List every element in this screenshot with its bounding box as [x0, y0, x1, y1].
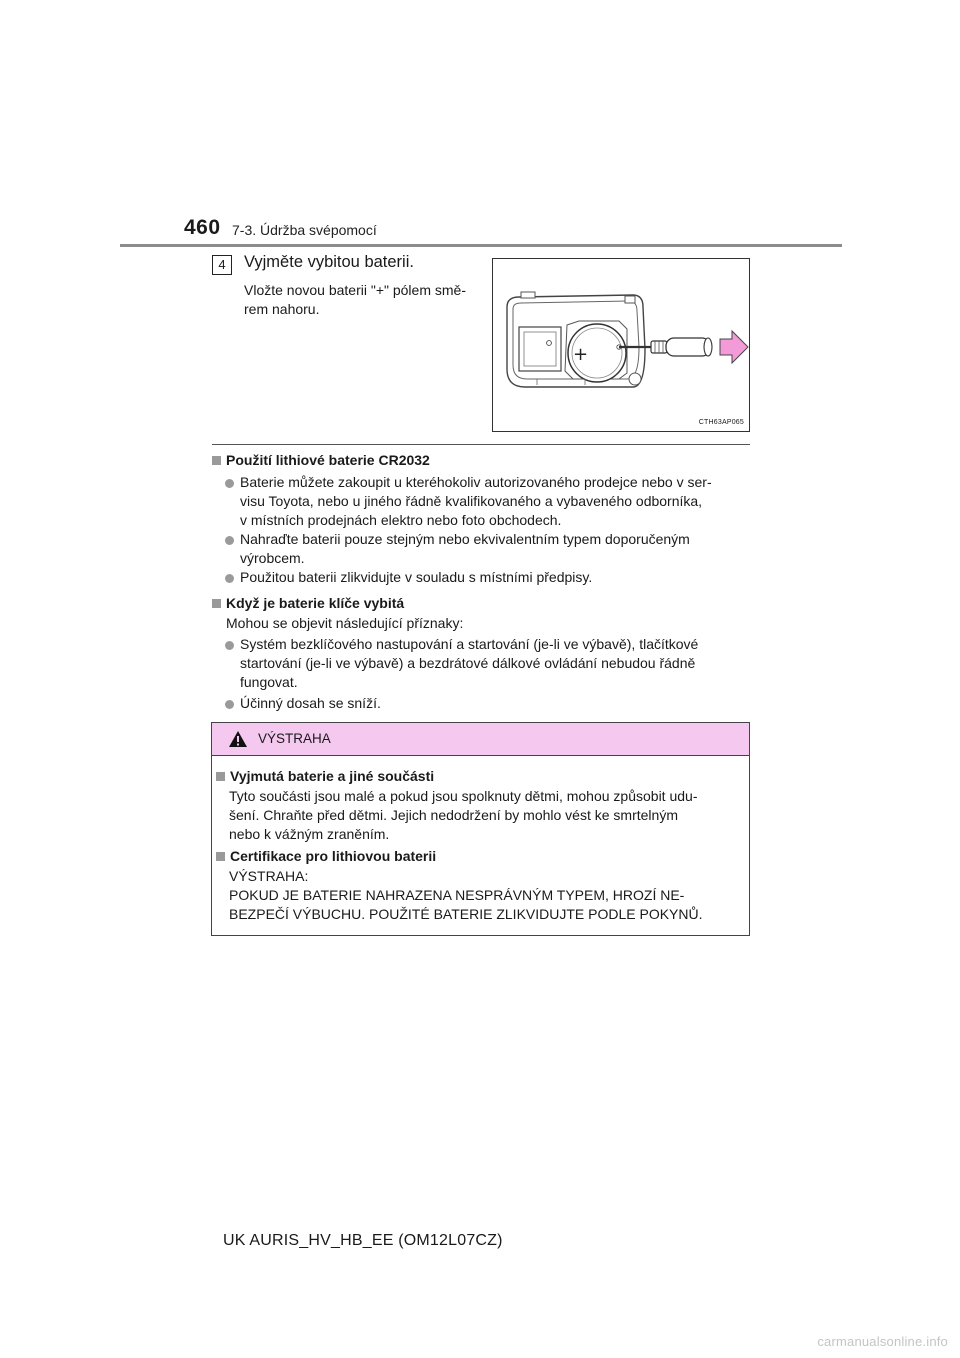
section-heading-text: Když je baterie klíče vybitá [226, 595, 405, 611]
watermark: carmanualsonline.info [817, 1334, 948, 1349]
step-number-badge: 4 [212, 255, 232, 275]
bullet-text [240, 635, 750, 692]
key-battery-figure [492, 258, 750, 432]
page-number: 460 [184, 216, 221, 239]
section-heading [212, 451, 430, 470]
round-bullet-icon [225, 574, 234, 583]
round-bullet-icon [225, 479, 234, 488]
warning-item-heading-text: Certifikace pro lithiovou baterii [230, 848, 437, 864]
text-line: Systém bezklíčového nastupování a startování (je-li ve výbavě), tlačítkové [240, 636, 699, 652]
section-heading-text: Použití lithiové baterie CR2032 [226, 452, 430, 468]
warning-item-heading-text: Vyjmutá baterie a jiné součásti [230, 768, 435, 784]
warning-title: VÝSTRAHA [258, 731, 331, 746]
round-bullet-icon [225, 536, 234, 545]
text-line: Baterie můžete zakoupit u kteréhokoliv autorizovaného prodejce nebo v ser- [240, 474, 712, 490]
warning-item-heading [216, 847, 436, 866]
header-divider [120, 244, 842, 247]
square-bullet-icon [212, 599, 221, 608]
square-bullet-icon [216, 852, 225, 861]
section-intro: Mohou se objevit následující příznaky: [226, 615, 464, 631]
square-bullet-icon [216, 772, 225, 781]
warning-box [211, 722, 750, 936]
round-bullet-icon [225, 641, 234, 650]
warning-item-heading [216, 767, 434, 786]
step-note-line: Vložte novou baterii "+" pólem smě- [244, 282, 466, 298]
text-line: Nahraďte baterii pouze stejným nebo ekvivalentním typem doporučeným [240, 531, 690, 547]
text-line: nebo k vážným zraněním. [229, 826, 390, 842]
bullet-text [240, 530, 750, 568]
round-bullet-icon [225, 700, 234, 709]
text-line: Použitou baterii zlikvidujte v souladu s místními předpisy. [240, 569, 593, 585]
section-divider [212, 444, 750, 445]
section-title: 7-3. Údržba svépomocí [232, 222, 377, 238]
text-line: visu Toyota, nebo u jiného řádně kvalifikovaného a vybaveného odborníka, [240, 493, 703, 509]
text-line: v místních prodejnách elektro nebo foto obchodech. [240, 512, 562, 528]
figure-code: CTH63AP065 [698, 419, 744, 426]
warning-header [212, 723, 749, 756]
warning-item-text [229, 787, 739, 844]
key-battery-removal-illustration [493, 259, 751, 433]
bullet-text [240, 694, 750, 713]
step-note-line: rem nahoru. [244, 301, 320, 317]
text-line: šení. Chraňte před dětmi. Jejich nedodržení by mohlo vést ke smrtelným [229, 807, 678, 823]
text-line: fungovat. [240, 674, 298, 690]
footer-model-code: UK AURIS_HV_HB_EE (OM12L07CZ) [223, 1232, 503, 1249]
section-heading [212, 594, 404, 613]
bullet-text [240, 473, 750, 530]
text-line: startování (je-li ve výbavě) a bezdrátové dálkové ovládání nebudou řádně [240, 655, 696, 671]
text-line: BEZPEČÍ VÝBUCHU. POUŽITÉ BATERIE ZLIKVIDUJTE PODLE POKYNŮ. [229, 906, 703, 922]
bullet-text [240, 568, 750, 587]
warning-triangle-icon [228, 730, 248, 748]
text-line: POKUD JE BATERIE NAHRAZENA NESPRÁVNÝM TYPEM, HROZÍ NE- [229, 887, 685, 903]
text-line: Tyto součásti jsou malé a pokud jsou spolknuty dětmi, mohou způsobit udu- [229, 788, 698, 804]
text-line: Účinný dosah se sníží. [240, 695, 381, 711]
battery-plus-sign: + [573, 344, 589, 365]
text-line: VÝSTRAHA: [229, 868, 309, 884]
step-title: Vyjměte vybitou baterii. [244, 253, 414, 271]
square-bullet-icon [212, 456, 221, 465]
text-line: výrobcem. [240, 550, 305, 566]
warning-item-text [229, 867, 739, 924]
step-note [244, 281, 484, 319]
